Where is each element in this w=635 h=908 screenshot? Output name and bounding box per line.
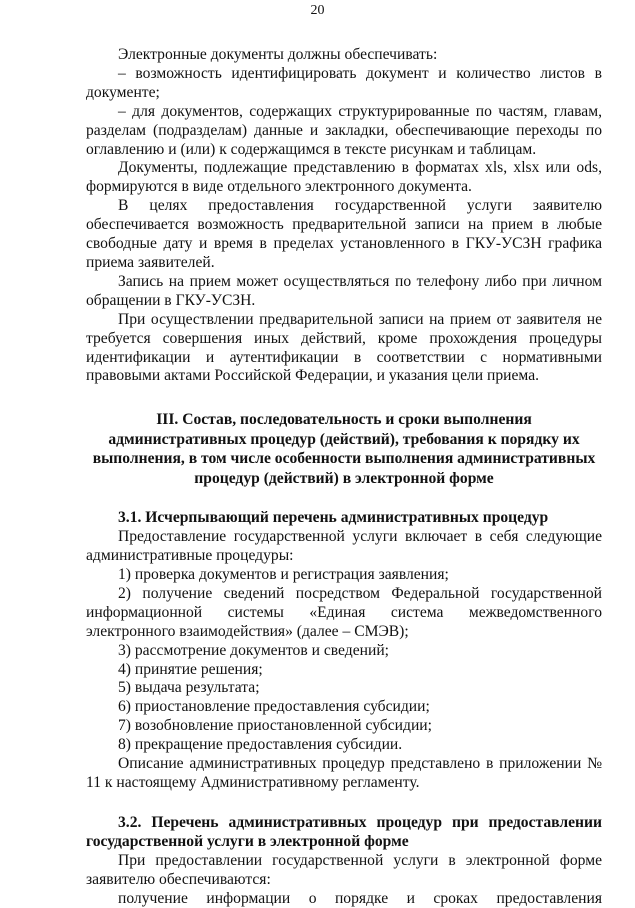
paragraph: При предоставлении государственной услуги в электронной форме заявителю обеспечиваются:: [86, 851, 602, 888]
document-body: [86, 46, 602, 908]
paragraph: В целях предоставления государственной услуги заявителю обеспечивается возможность предварительной записи на прием в любые свободные дату и время в пределах установленного в ГКУ-УСЗН графика приема заявителей.: [86, 197, 602, 271]
paragraph: – для документов, содержащих структурированные по частям, главам, разделам (подразделам) данные и закладки, обеспечивающие переходы по оглавлению и (или) к содержащимся в тексте рисункам и таблицам.: [86, 102, 602, 158]
paragraph: Описание административных процедур представлено в приложении № 11 к настоящему Административному регламенту.: [86, 755, 602, 791]
list-item: 7) возобновление приостановленной субсидии;: [118, 717, 432, 735]
subsection-heading: 3.1. Исчерпывающий перечень административных процедур: [118, 509, 549, 527]
list-item: 6) приостановление предоставления субсидии;: [118, 698, 430, 716]
paragraph: Документы, подлежащие представлению в форматах xls, xlsx или ods, формируются в виде отдельного электронного документа.: [86, 159, 602, 196]
list-item: 5) выдача результата;: [118, 679, 260, 697]
list-item: 2) получение сведений посредством Федеральной государственной информационной системы «Единая система межведомственного электронного взаимодействия» (далее – СМЭВ);: [86, 584, 602, 640]
list-item: 3) рассмотрение документов и сведений;: [118, 641, 389, 659]
subsection-heading: 3.2. Перечень административных процедур при предоставлении государственной услуги в электронной форме: [86, 813, 602, 850]
list-item: 8) прекращение предоставления субсидии.: [118, 736, 403, 754]
paragraph: Электронные документы должны обеспечивать:: [118, 46, 438, 63]
paragraph: получение информации о порядке и сроках предоставления: [118, 889, 602, 907]
paragraph: При осуществлении предварительной записи на прием от заявителя не требуется совершения иных действий, кроме прохождения процедуры идентификации и аутентификации в соответствии с нормативными правовыми актами Российской Федерации, и указания цели приема.: [86, 310, 602, 385]
list-item: 4) принятие решения;: [118, 660, 263, 678]
paragraph: Предоставление государственной услуги включает в себя следующие административные процедуры:: [86, 528, 602, 565]
section-heading: III. Состав, последовательность и сроки выполнения административных процедур (действий), требования к порядку их выполнения, в том числе особенности выполнения административных процедур (действий) в электронной форме: [92, 411, 596, 487]
paragraph: – возможность идентифицировать документ и количество листов в документе;: [86, 64, 602, 101]
page-number: 20: [310, 3, 325, 18]
paragraph: Запись на прием может осуществляться по телефону либо при личном обращении в ГКУ-УСЗН.: [86, 272, 602, 309]
list-item: 1) проверка документов и регистрация заявления;: [118, 566, 449, 584]
